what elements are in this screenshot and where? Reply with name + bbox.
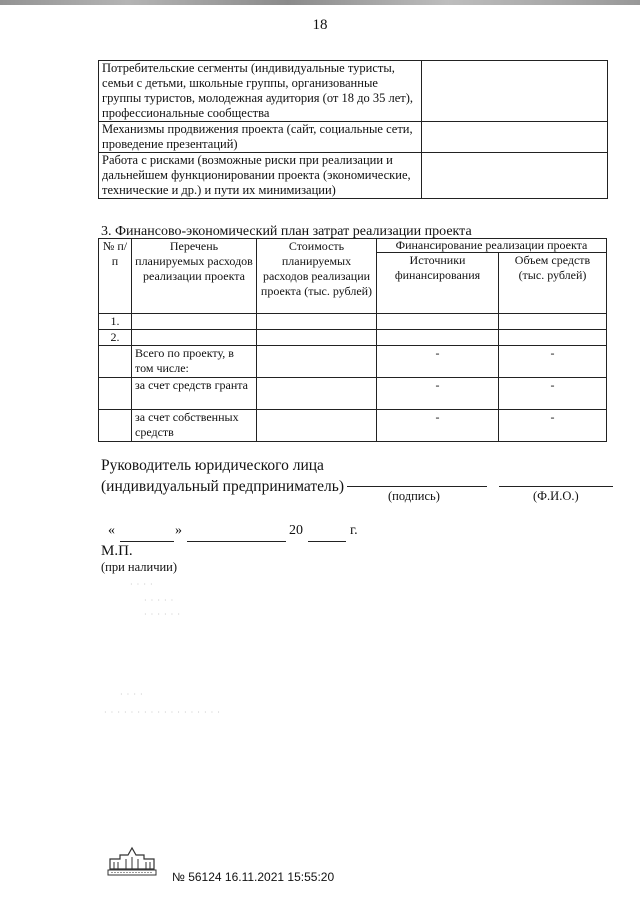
row-amount[interactable]: [499, 330, 607, 346]
table-row: [99, 378, 607, 410]
faint-mark: · · · · · ·: [144, 610, 181, 619]
header-amount: Объем средств (тыс. рублей): [499, 253, 607, 314]
row-amount: -: [499, 346, 607, 378]
registration-stamp-icon: [106, 845, 158, 877]
date-year-line[interactable]: [308, 541, 346, 542]
row-num: 2.: [99, 330, 132, 346]
row-item: за счет средств гранта: [132, 378, 257, 410]
name-caption: (Ф.И.О.): [533, 489, 579, 503]
row-sources: -: [377, 346, 499, 378]
criteria-cell: Потребительские сегменты (индивидуальные туристы, семьи с детьми, школьные группы, организованные группы туристов, молодежная аудитория (от 18 до 35 лет), профессиональные сообщества: [99, 61, 422, 122]
date-month-line[interactable]: [187, 541, 286, 542]
faint-mark: · · · · · · · · · · · · · · · · · ·: [104, 708, 221, 717]
scan-edge: [0, 0, 640, 5]
row-amount: -: [499, 378, 607, 410]
row-cost[interactable]: [257, 330, 377, 346]
header-num: № п/п: [99, 239, 132, 314]
signature-caption: (подпись): [388, 489, 440, 503]
date-year-suffix: г.: [350, 523, 358, 538]
table-row: [99, 410, 607, 442]
signature-line[interactable]: [347, 486, 487, 487]
registration-number: № 56124 16.11.2021 15:55:20: [172, 870, 335, 884]
page-number: 18: [312, 17, 328, 33]
date-close-quote: »: [175, 523, 182, 538]
row-num: [99, 346, 132, 378]
criteria-value-cell[interactable]: [422, 61, 608, 122]
signature-subtitle: (индивидуальный предприниматель): [101, 478, 345, 495]
table-row: [99, 314, 607, 330]
table-row: [99, 122, 608, 153]
header-list: Перечень планируемых расходов реализации проекта: [132, 239, 257, 314]
faint-mark: · · · · ·: [144, 596, 175, 605]
row-cost[interactable]: [257, 346, 377, 378]
table-row: [99, 346, 607, 378]
row-cost[interactable]: [257, 314, 377, 330]
date-day-line[interactable]: [120, 541, 174, 542]
date-year-prefix: 20: [289, 523, 303, 538]
row-cost[interactable]: [257, 410, 377, 442]
row-sources: -: [377, 410, 499, 442]
header-financing: Финансирование реализации проекта: [377, 239, 607, 253]
row-amount: -: [499, 410, 607, 442]
criteria-cell: Работа с рисками (возможные риски при реализации и дальнейшем функционировании проекта (экономические, технические и др.) и пути их минимизации): [99, 153, 422, 199]
row-item: Всего по проекту, в том числе:: [132, 346, 257, 378]
header-row: [99, 239, 607, 253]
table-row: [99, 330, 607, 346]
stamp-label: М.П.: [101, 543, 133, 559]
header-sources: Источники финансирования: [377, 253, 499, 314]
row-num: 1.: [99, 314, 132, 330]
criteria-cell: Механизмы продвижения проекта (сайт, социальные сети, проведение презентаций): [99, 122, 422, 153]
row-amount[interactable]: [499, 314, 607, 330]
faint-mark: · · · ·: [120, 690, 144, 699]
signature-block: [101, 455, 344, 497]
budget-table: [98, 238, 607, 442]
row-sources: -: [377, 378, 499, 410]
row-sources[interactable]: [377, 330, 499, 346]
row-item: за счет собственных средств: [132, 410, 257, 442]
section-title: 3. Финансово-экономический план затрат реализации проекта: [101, 224, 472, 239]
row-num: [99, 378, 132, 410]
signature-title: Руководитель юридического лица: [101, 457, 324, 474]
criteria-table: [98, 60, 608, 199]
stamp-note: (при наличии): [101, 560, 178, 574]
name-line[interactable]: [499, 486, 613, 487]
table-row: [99, 153, 608, 199]
criteria-value-cell[interactable]: [422, 122, 608, 153]
row-item[interactable]: [132, 330, 257, 346]
faint-mark: · · · ·: [130, 580, 154, 589]
header-cost: Стоимость планируемых расходов реализации проекта (тыс. рублей): [257, 239, 377, 314]
row-cost[interactable]: [257, 378, 377, 410]
row-item[interactable]: [132, 314, 257, 330]
row-sources[interactable]: [377, 314, 499, 330]
date-open-quote: «: [108, 523, 115, 538]
table-row: [99, 61, 608, 122]
row-num: [99, 410, 132, 442]
criteria-value-cell[interactable]: [422, 153, 608, 199]
